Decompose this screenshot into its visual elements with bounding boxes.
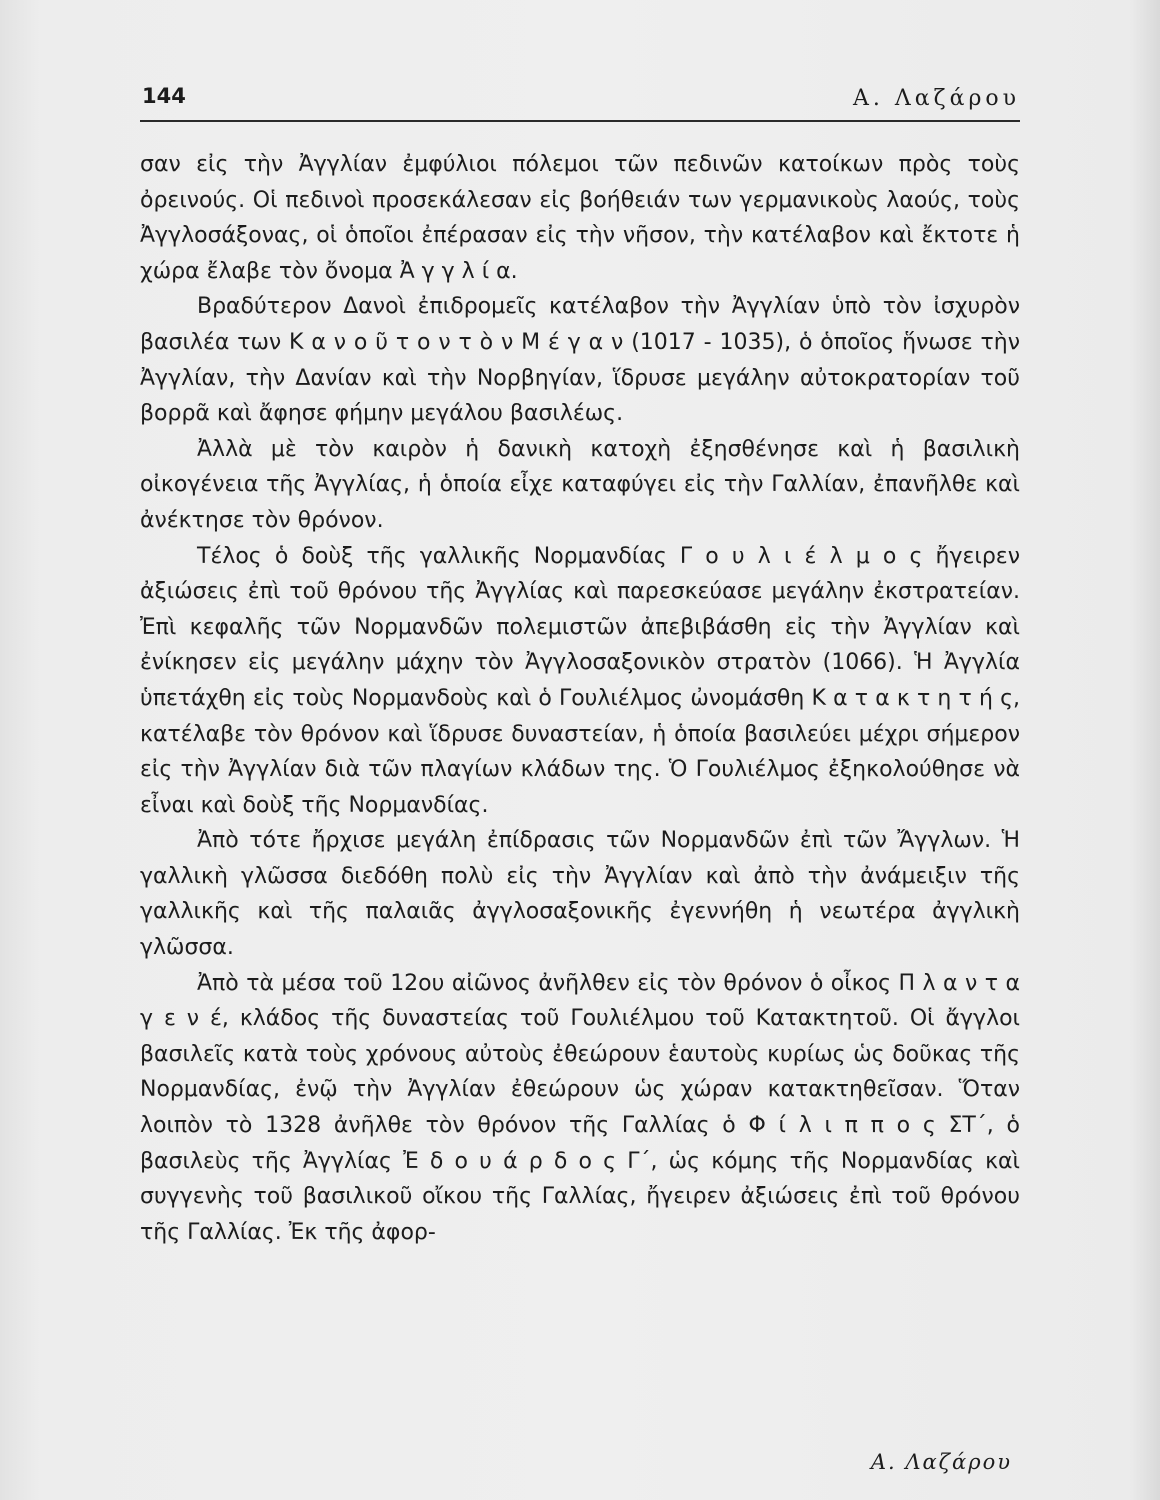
paragraph: Ἀλλὰ μὲ τὸν καιρὸν ἡ δανικὴ κατοχὴ ἐξησθένησε καὶ ἡ βασιλικὴ οἰκογένεια τῆς Ἀγγλίας, ἡ ὁποία εἶχε καταφύγει εἰς τὴν Γαλλίαν, ἐπανῆλθε καὶ ἀνέκτησε τὸν θρόνον. [140,436,1020,533]
paragraph: Βραδύτερον Δανοὶ ἐπιδρομεῖς κατέλαβον τὴν Ἀγγλίαν ὑπὸ τὸν ἰσχυρὸν βασιλέα των Κ α ν ο ῦ τ ο ν τ ὸ ν Μ έ γ α ν (1017 - 1035), ὁ ὁποῖος ἥνωσε τὴν Ἀγγλίαν, τὴν Δανίαν καὶ τὴν Νορβηγίαν, ἵδρυσε μεγάλην αὐτοκρατορίαν τοῦ βορρᾶ καὶ ἄφησε φήμην μεγάλου βασιλέως. [140,294,1020,427]
body-text [140,147,1020,1250]
paragraph: Ἀπὸ τότε ἤρχισε μεγάλη ἐπίδρασις τῶν Νορμανδῶν ἐπὶ τῶν Ἄγγλων. Ἡ γαλλικὴ γλῶσσα διεδόθη πολὺ εἰς τὴν Ἀγγλίαν καὶ ἀπὸ τὴν ἀνάμειξιν τῆς γαλλικῆς καὶ τῆς παλαιᾶς ἀγγλοσαξονικῆς ἐγεννήθη ἡ νεωτέρα ἀγγλικὴ γλῶσσα. [140,828,1020,961]
paragraph: σαν εἰς τὴν Ἀγγλίαν ἐμφύλιοι πόλεμοι τῶν πεδινῶν κατοίκων πρὸς τοὺς ὀρεινούς. Οἱ πεδινοὶ προσεκάλεσαν εἰς βοήθειάν των γερμανικοὺς λαούς, τοὺς Ἀγγλοσάξονας, οἱ ὁποῖοι ἐπέρασαν εἰς τὴν νῆσον, τὴν κατέλαβον καὶ ἔκτοτε ἡ χώρα ἔλαβε τὸν ὄνομα Ἀ γ γ λ ί α. [140,152,1020,284]
page-number: 144 [142,84,186,108]
footer-signature: Α. Λαζάρου [870,1450,1012,1474]
running-head-author: Α. Λαζάρου [853,86,1020,111]
paragraph: Τέλος ὁ δοὺξ τῆς γαλλικῆς Νορμανδίας Γ ο υ λ ι έ λ μ ο ς ἤγειρεν ἀξιώσεις ἐπὶ τοῦ θρόνου τῆς Ἀγγλίας καὶ παρεσκεύασε μεγάλην ἐκστρατείαν. Ἐπὶ κεφαλῆς τῶν Νορμανδῶν πολεμιστῶν ἀπεβιβάσθη εἰς τὴν Ἀγγλίαν καὶ ἐνίκησεν εἰς μεγάλην μάχην τὸν Ἀγγλοσαξονικὸν στρατὸν (1066). Ἡ Ἀγγλία ὑπετάχθη εἰς τοὺς Νορμανδοὺς καὶ ὁ Γουλιέλμος ὠνομάσθη Κ α τ α κ τ η τ ή ς, κατέλαβε τὸν θρόνον καὶ ἵδρυσε δυναστείαν, ἡ ὁποία βασιλεύει μέχρι σήμερον εἰς τὴν Ἀγγλίαν διὰ τῶν πλαγίων κλάδων της. Ὁ Γουλιέλμος ἐξηκολούθησε νὰ εἶναι καὶ δοὺξ τῆς Νορμανδίας. [140,543,1020,818]
page-header [140,80,1020,122]
paragraph: Ἀπὸ τὰ μέσα τοῦ 12ου αἰῶνος ἀνῆλθεν εἰς τὸν θρόνον ὁ οἶκος Π λ α ν τ α γ ε ν έ, κλάδος τῆς δυναστείας τοῦ Γουλιέλμου τοῦ Κατακτητοῦ. Οἱ ἄγγλοι βασιλεῖς κατὰ τοὺς χρόνους αὐτοὺς ἐθεώρουν ἑαυτοὺς κυρίως ὡς δοῦκας τῆς Νορμανδίας, ἐνῷ τὴν Ἀγγλίαν ἐθεώρουν ὡς χώραν κατακτηθεῖσαν. Ὅταν λοιπὸν τὸ 1328 ἀνῆλθε τὸν θρόνον τῆς Γαλλίας ὁ Φ ί λ ι π π ο ς ΣΤ΄, ὁ βασιλεὺς τῆς Ἀγγλίας Ἐ δ ο υ ά ρ δ ο ς Γ΄, ὡς κόμης τῆς Νορμανδίας καὶ συγγενὴς τοῦ βασιλικοῦ οἴκου τῆς Γαλλίας, ἤγειρεν ἀξιώσεις ἐπὶ τοῦ θρόνου τῆς Γαλλίας. Ἐκ τῆς ἀφορ- [140,970,1020,1245]
